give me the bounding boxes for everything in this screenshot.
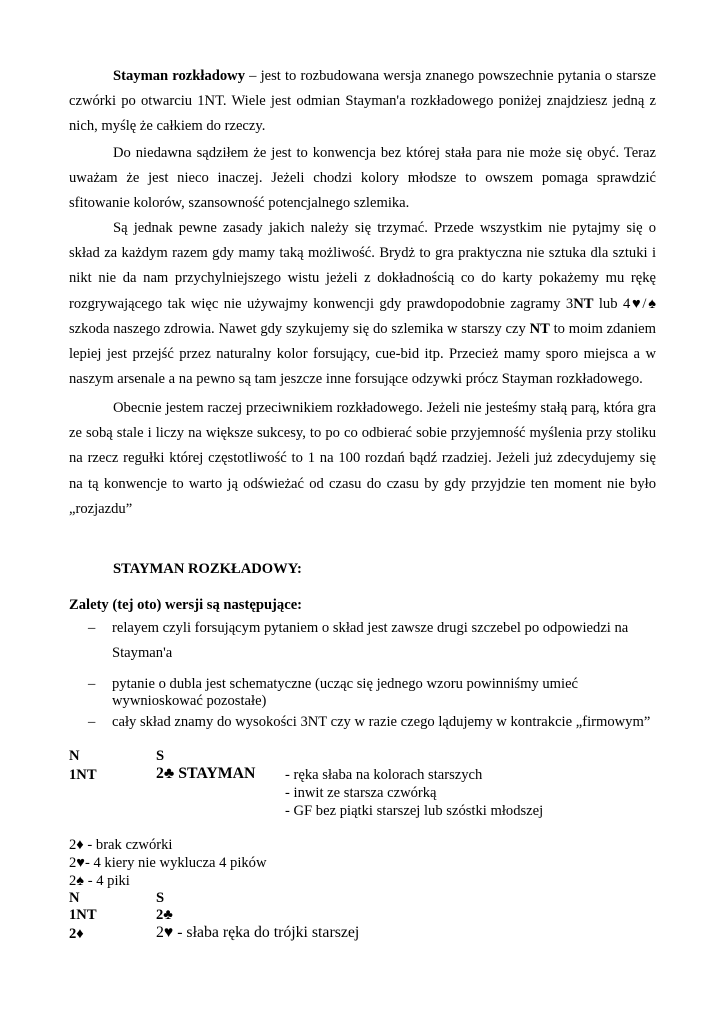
auction1-south-bid: 2♣ STAYMAN — [156, 765, 256, 782]
response-line: 2♠ - 4 piki — [69, 873, 130, 889]
intro-text: – jest to rozbudowana wersja znanego powszechnie pytania o starsze czwórki po otwarciu 1NT. Wiele jest odmian Stayman'a rozkładowego poniżej znajdziesz jedną z nich, myślę że całkiem do rzeczy. — [69, 68, 657, 135]
paragraph-intro — [69, 64, 656, 140]
rules-text-1: Są jednak pewne zasady jakich należy się trzymać. Przede wszystkim nie pytajmy się o skład za każdym razem gdy mamy taką możliwość. Brydż to gra praktyczna nie sztuka dla sztuki i nikt nie da nam przychylniejszego wistu jeżeli z dokładnością co do karty pokażemy mu rękę rozgrywającego tak więc nie używajmy konwencji gdy prawdopodobnie zagramy 3 — [69, 220, 656, 312]
response-line: 2♥- 4 kiery nie wyklucza 4 pików — [69, 855, 267, 871]
rules-text-2: lub 4♥/♠ szkoda naszego zdrowia. Nawet gdy szykujemy się do szlemika w starszy czy — [69, 295, 656, 337]
list-item: – cały skład znamy do wysokości 3NT czy w razie czego lądujemy w kontrakcie „firmowym” — [88, 714, 656, 731]
auction2-south-header: S — [156, 890, 165, 906]
rules-nt-2: NT — [529, 320, 550, 337]
auction2-south-rebid: 2♥ - słaba ręka do trójki starszej — [156, 924, 360, 941]
auction1-note: - GF bez piątki starszej lub szóstki młodszej — [285, 803, 544, 819]
auction2-south-bid: 2♣ — [156, 907, 173, 923]
paragraph-opinion: Do niedawna sądziłem że jest to konwencja bez której stała para nie może się obyć. Teraz uważam że jest nieco inaczej. Jeżeli chodzi kolory młodsze to owszem pomaga sprawdzić sfitowanie kolorów, szansowność potencjalnego szlemika. — [69, 145, 656, 212]
rules-text-3: to moim zdaniem lepiej jest przejść przez naturalny kolor forsujący, cue-bid itp. Przecież mamy sporo miejsca a w naszym arsenale a na pewno są tam jeszcze inne forsujące odzywki prócz Stayman rozkładowego. — [69, 320, 656, 388]
auction2-north-bid: 1NT — [69, 907, 97, 923]
auction2-north-rebid: 2♦ — [69, 926, 84, 942]
auction1-north-bid: 1NT — [69, 767, 97, 783]
auction1-north-header: N — [69, 748, 80, 764]
intro-bold-lead: Stayman rozkładowy — [113, 68, 245, 84]
rules-nt-1: NT — [573, 295, 594, 312]
auction1-south-header: S — [156, 748, 165, 764]
auction2-north-header: N — [69, 890, 80, 906]
section-heading: STAYMAN ROZKŁADOWY: — [113, 561, 302, 577]
advantages-heading: Zalety (tej oto) wersji są następujące: — [69, 597, 303, 613]
paragraph-current-view: Obecnie jestem raczej przeciwnikiem rozkładowego. Jeżeli nie jesteśmy stałą parą, która gra ze sobą stale i liczy na większe sukcesy, to po co odbierać sobie przyjemność myślenia przy stoliku na rzecz regułki której częstotliwość to 1 na 100 rozdań bądź rzadziej. Jeżeli już zdecydujemy się na tą konwencje to warto ją odświeżać od czasu do czasu by gdy przyjdzie ten moment nie było „rozjazdu” — [69, 400, 656, 517]
list-item: – relayem czyli forsującym pytaniem o skład jest zawsze drugi szczebel po odpowiedzi na Stayman'a — [88, 616, 656, 666]
list-item: – pytanie o dubla jest schematyczne (ucząc się jednego wzoru powinniśmy umieć wywnioskować pozostałe) — [88, 676, 656, 709]
auction1-note: - ręka słaba na kolorach starszych — [285, 767, 483, 783]
auction1-note: - inwit ze starsza czwórką — [285, 785, 437, 801]
response-line: 2♦ - brak czwórki — [69, 837, 173, 853]
paragraph-rules — [69, 216, 656, 392]
advantages-list — [88, 616, 656, 731]
